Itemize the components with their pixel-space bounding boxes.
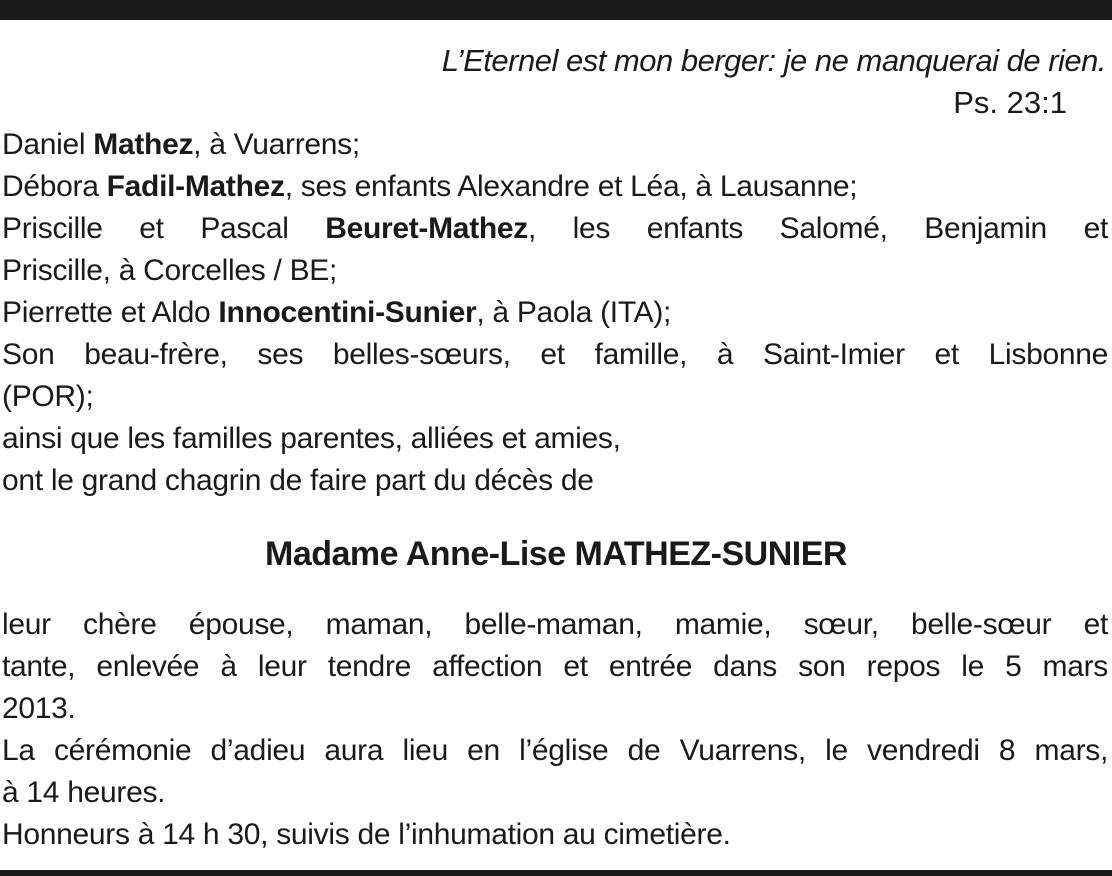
family-line-6: ainsi que les familles parentes, alliées et amies,	[2, 422, 621, 455]
psalm-quote: L’Eternel est mon berger: je ne manquerai de rien.	[441, 43, 1106, 78]
details-p2-line-1: La cérémonie d’adieu aura lieu en l’église de Vuarrens, le vendredi 8 mars,	[2, 734, 1108, 767]
deceased-name: Madame Anne-Lise MATHEZ-SUNIER	[265, 535, 847, 573]
details-text	[2, 604, 1108, 856]
family-line-2-rest: , ses enfants Alexandre et Léa, à Lausanne;	[284, 170, 858, 203]
family-line-5: Son beau-frère, ses belles-sœurs, et famille, à Saint-Imier et Lisbonne	[2, 338, 1108, 371]
top-rule	[0, 0, 1112, 20]
family-line-2-first: Débora	[2, 170, 107, 203]
family-line-1-first: Daniel	[2, 128, 94, 161]
family-line-3-rest: , les enfants Salomé, Benjamin et	[528, 212, 1108, 245]
family-line-4-rest: , à Paola (ITA);	[476, 296, 672, 329]
details-p1-line-1: leur chère épouse, maman, belle-maman, mamie, sœur, belle-sœur et	[2, 608, 1108, 641]
family-line-3-first: Priscille et Pascal	[2, 212, 326, 245]
family-line-3	[2, 208, 1108, 250]
family-line-1	[2, 124, 1108, 166]
family-line-2-surname: Fadil-Mathez	[106, 170, 285, 203]
family-line-4	[2, 292, 1108, 334]
family-line-1-surname: Mathez	[93, 128, 194, 161]
details-p1-line-2: tante, enlevée à leur tendre affection et entrée dans son repos le 5 mars	[2, 650, 1108, 683]
family-line-2	[2, 166, 1108, 208]
family-line-4-first: Pierrette et Aldo	[2, 296, 219, 329]
family-line-5-continued: (POR);	[2, 380, 94, 413]
bottom-rule	[0, 870, 1112, 876]
details-p3: Honneurs à 14 h 30, suivis de l’inhumation au cimetière.	[2, 818, 731, 851]
details-p1-line-3: 2013.	[2, 692, 76, 725]
family-line-4-surname: Innocentini-Sunier	[218, 296, 477, 329]
details-p2-line-2: à 14 heures.	[2, 776, 166, 809]
family-line-7: ont le grand chagrin de faire part du décès de	[2, 464, 594, 497]
family-line-3-surname: Beuret-Mathez	[325, 212, 528, 245]
family-line-1-rest: , à Vuarrens;	[193, 128, 360, 161]
family-line-3-continued: Priscille, à Corcelles / BE;	[2, 254, 338, 287]
psalm-reference: Ps. 23:1	[953, 85, 1067, 120]
family-list	[2, 124, 1108, 502]
